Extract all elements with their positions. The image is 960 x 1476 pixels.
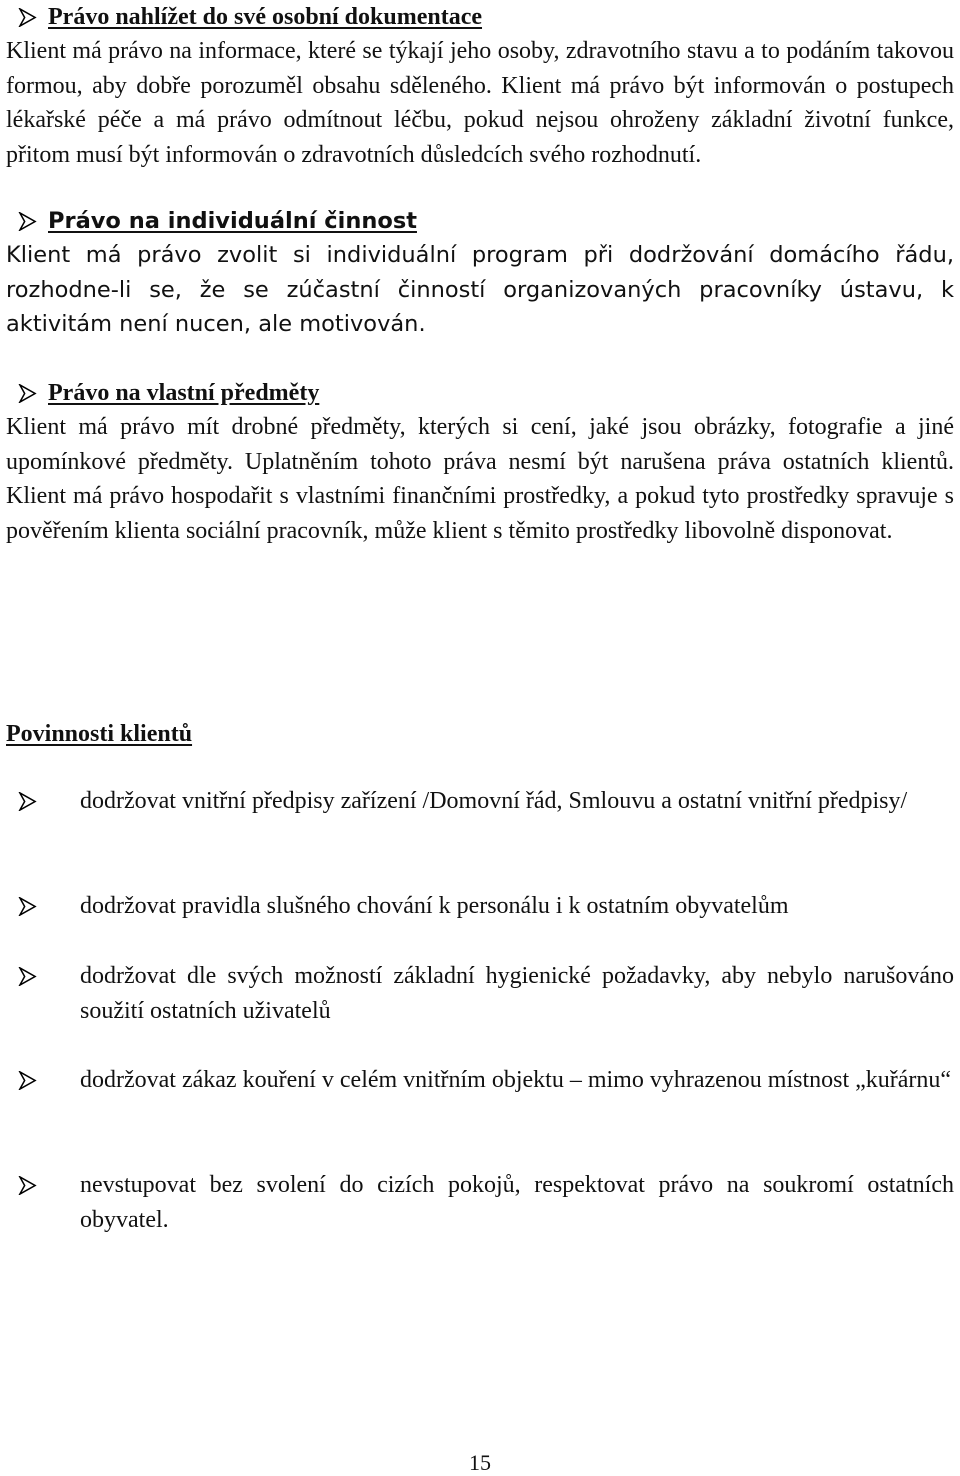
section-heading	[0, 0, 960, 34]
obligations-title: Povinnosti klientů	[6, 721, 193, 747]
arrowhead-bullet-icon	[0, 784, 80, 811]
arrowhead-bullet-icon	[0, 1063, 80, 1090]
list-item: nevstupovat bez svolení do cizích pokojů, respektovat právo na soukromí ostatních obyvatel.	[80, 1172, 954, 1233]
section-1	[0, 0, 960, 172]
arrowhead-bullet-icon	[6, 8, 48, 27]
section-3	[0, 376, 960, 548]
section-body: Klient má právo mít drobné předměty, kterých si cení, jaké jsou obrázky, fotografie a jiné upomínkové předměty. Uplatněním tohoto práva nesmí být narušena práva ostatních klientů. Klient má právo hospodařit s vlastními finančními prostředky, a pokud tyto prostředky spravuje s pověřením klienta sociální pracovník, může klient s těmito prostředky libovolně disponovat.	[6, 414, 954, 544]
obligations-item-3	[0, 959, 960, 1028]
arrowhead-bullet-icon	[6, 212, 48, 231]
arrowhead-bullet-icon	[0, 889, 80, 916]
section-heading-text: Právo na individuální činnost	[48, 207, 417, 234]
arrowhead-bullet-icon	[0, 1168, 80, 1195]
obligations-heading	[0, 717, 960, 752]
obligations-item-4	[0, 1063, 960, 1098]
section-body: Klient má právo na informace, které se týkají jeho osoby, zdravotního stavu a to podáním takovou formou, aby dobře porozuměl obsahu sděleného. Klient má právo být informován o postupech lékařské péče a má právo odmítnout léčbu, pokud nejsou ohroženy základní životní funkce, přitom musí být informován o zdravotních důsledcích svého rozhodnutí.	[6, 38, 954, 168]
list-item: dodržovat dle svých možností základní hygienické požadavky, aby nebylo narušováno soužití ostatních uživatelů	[80, 963, 954, 1024]
list-item: dodržovat pravidla slušného chování k personálu i k ostatním obyvatelům	[80, 893, 789, 919]
arrowhead-bullet-icon	[6, 384, 48, 403]
obligations-item-1	[0, 784, 960, 819]
section-heading	[0, 204, 960, 238]
section-body: Klient má právo zvolit si individuální program při dodržování domácího řádu, rozhodne-li se, že se zúčastní činností organizovaných pracovníky ústavu, k aktivitám není nucen, ale motivován.	[6, 242, 954, 337]
list-item: dodržovat vnitřní předpisy zařízení /Domovní řád, Smlouvu a ostatní vnitřní předpisy/	[80, 788, 908, 814]
obligations-item-2	[0, 889, 960, 924]
list-item: dodržovat zákaz kouření v celém vnitřním objektu – mimo vyhrazenou místnost „kuřárnu“	[80, 1067, 952, 1093]
section-heading	[0, 376, 960, 410]
section-heading-text: Právo nahlížet do své osobní dokumentace	[48, 3, 483, 30]
section-heading-text: Právo na vlastní předměty	[48, 379, 320, 406]
arrowhead-bullet-icon	[0, 959, 80, 986]
obligations-item-5	[0, 1168, 960, 1237]
section-2	[0, 204, 960, 342]
page-number: 15	[469, 1450, 491, 1475]
